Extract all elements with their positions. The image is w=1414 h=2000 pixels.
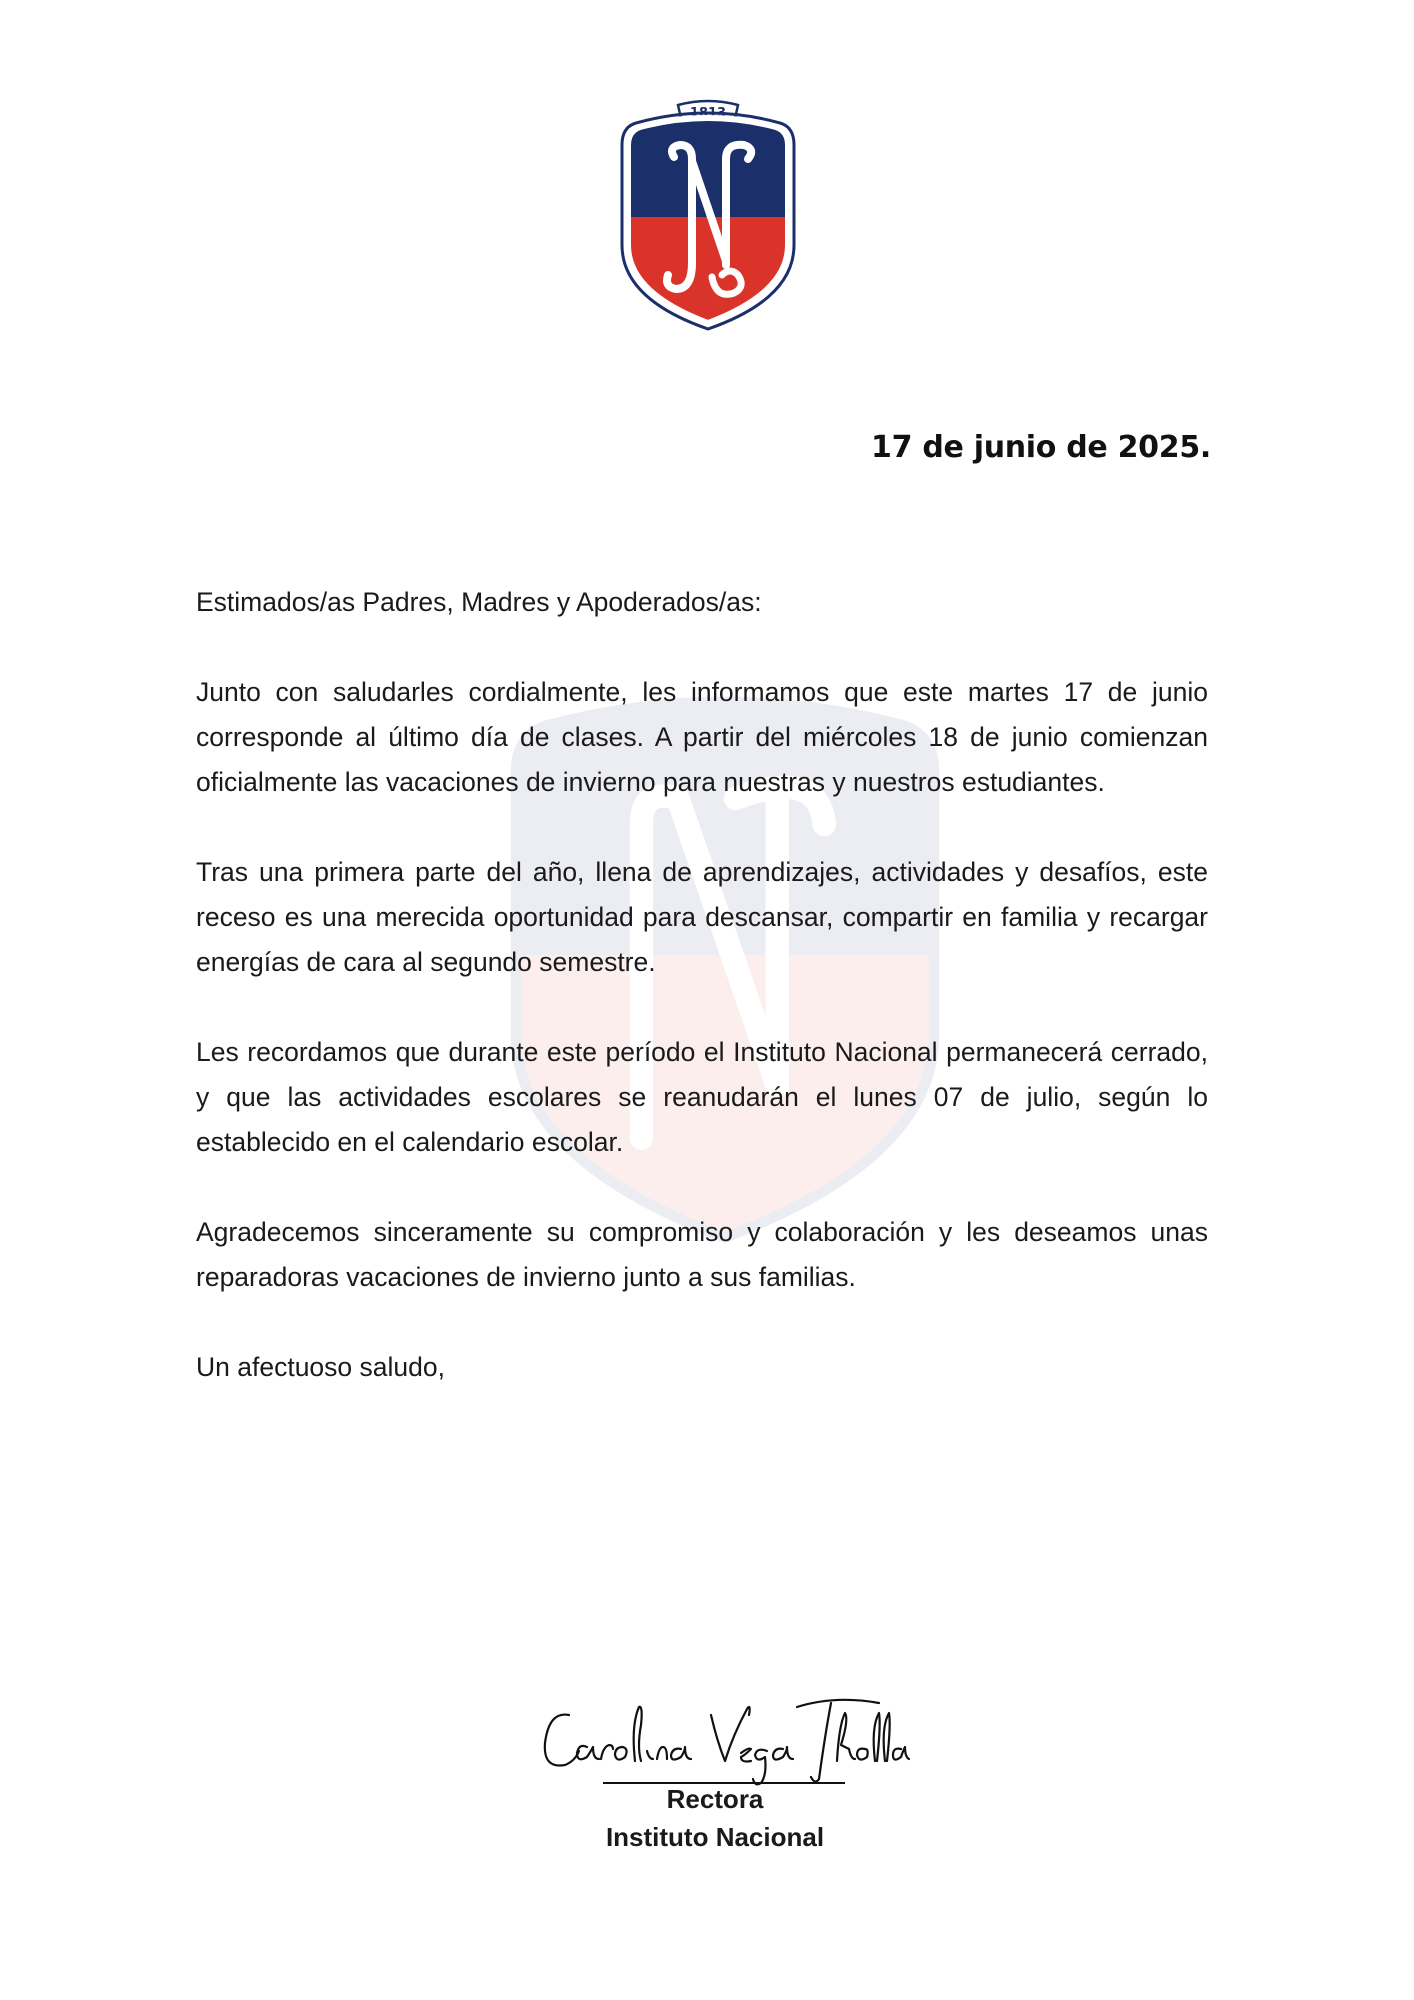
letter-paragraph: Tras una primera parte del año, llena de aprendizajes, actividades y desafíos, este receso es una merecida oportunidad para descansar, compartir en familia y recargar energías de cara al segundo semestre.	[196, 857, 1208, 977]
letter-greeting: Estimados/as Padres, Madres y Apoderados/as:	[196, 587, 762, 617]
letter-closing: Un afectuoso saludo,	[196, 1352, 445, 1382]
signatory-role: Rectora	[666, 1784, 764, 1814]
letter-body	[196, 580, 1208, 1435]
signature-name: Carolina Vega Thollander	[535, 1685, 546, 1686]
letter-paragraph: Les recordamos que durante este período el Instituto Nacional permanecerá cerrado, y que las actividades escolares se reanudarán el lunes 07 de julio, según lo establecido en el calendario escolar.	[196, 1037, 1208, 1157]
letter-date: 17 de junio de 2025.	[871, 430, 1211, 465]
crest-year-text: 1813	[689, 106, 727, 121]
handwritten-signature	[535, 1685, 915, 1790]
institution-crest-logo	[620, 95, 796, 331]
letter-paragraph: Agradecemos sinceramente su compromiso y colaboración y les deseamos unas reparadoras vacaciones de invierno junto a sus familias.	[196, 1217, 1208, 1292]
signatory-organization: Instituto Nacional	[605, 1822, 825, 1852]
letter-paragraph: Junto con saludarles cordialmente, les informamos que este martes 17 de junio corresponde al último día de clases. A partir del miércoles 18 de junio comienzan oficialmente las vacaciones de invierno para nuestras y nuestros estudiantes.	[196, 677, 1208, 797]
